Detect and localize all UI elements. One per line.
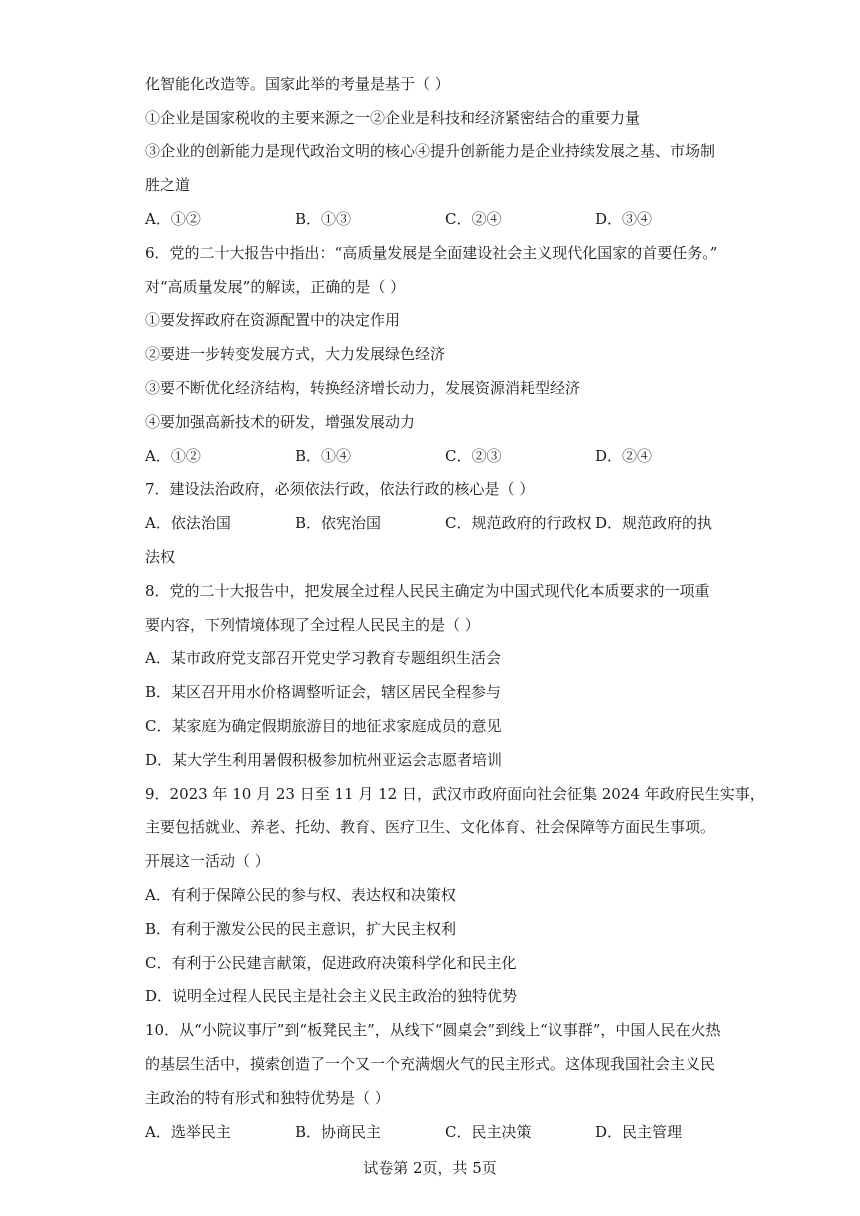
q6-statement-2: ②要进一步转变发展方式，大力发展绿色经济 bbox=[145, 345, 446, 363]
q5-stem-line: 化智能化改造等。国家此举的考量是基于（ ） bbox=[145, 75, 450, 93]
q10-stem-line-3: 主政治的特有形式和独特优势是（ ） bbox=[145, 1089, 390, 1107]
q6-option-b: B．①④ bbox=[295, 447, 352, 465]
q7-stem-line: 7．建设法治政府，必须依法行政，依法行政的核心是（ ） bbox=[145, 480, 535, 498]
q8-option-b: B．某区召开用水价格调整听证会，辖区居民全程参与 bbox=[145, 683, 502, 701]
q8-option-c: C．某家庭为确定假期旅游目的地征求家庭成员的意见 bbox=[145, 717, 502, 735]
q5-option-a: A．①② bbox=[145, 210, 201, 228]
q8-stem-line-1: 8．党的二十大报告中，把发展全过程人民民主确定为中国式现代化本质要求的一项重 bbox=[145, 582, 710, 600]
q6-stem-line-2: 对“高质量发展”的解读，正确的是（ ） bbox=[145, 278, 406, 296]
q10-stem-line-2: 的基层生活中，摸索创造了一个又一个充满烟火气的民主形式。这体现我国社会主义民 bbox=[145, 1055, 716, 1073]
q9-option-d: D．说明全过程人民民主是社会主义民主政治的独特优势 bbox=[145, 987, 518, 1005]
q9-option-b: B．有利于激发公民的民主意识，扩大民主权利 bbox=[145, 920, 457, 938]
q10-option-d: D．民主管理 bbox=[595, 1123, 683, 1141]
q7-option-b: B．依宪治国 bbox=[295, 514, 382, 532]
page-footer: 试卷第 2页，共 5页 bbox=[363, 1159, 497, 1177]
q6-stem-line-1: 6．党的二十大报告中指出：“高质量发展是全面建设社会主义现代化国家的首要任务。” bbox=[145, 244, 718, 262]
q8-option-a: A．某市政府党支部召开党史学习教育专题组织生活会 bbox=[145, 649, 501, 667]
q5-statement-3-4: ③企业的创新能力是现代政治文明的核心④提升创新能力是企业持续发展之基、市场制 bbox=[145, 142, 716, 160]
q7-option-d: D．规范政府的执 bbox=[595, 514, 713, 532]
q7-option-d-wrap: 法权 bbox=[145, 548, 176, 566]
q9-stem-line-3: 开展这一活动（ ） bbox=[145, 852, 270, 870]
q6-option-c: C．②③ bbox=[445, 447, 502, 465]
q10-option-a: A．选举民主 bbox=[145, 1123, 231, 1141]
q7-option-c: C．规范政府的行政权 bbox=[445, 514, 592, 532]
q6-statement-3: ③要不断优化经济结构，转换经济增长动力，发展资源消耗型经济 bbox=[145, 379, 581, 397]
q9-stem-line-2: 主要包括就业、养老、托幼、教育、医疗卫生、文化体育、社会保障等方面民生事项。 bbox=[145, 818, 716, 836]
q6-option-a: A．①② bbox=[145, 447, 201, 465]
q5-option-c: C．②④ bbox=[445, 210, 502, 228]
q6-option-d: D．②④ bbox=[595, 447, 653, 465]
q10-option-b: B．协商民主 bbox=[295, 1123, 382, 1141]
q8-option-d: D．某大学生利用暑假积极参加杭州亚运会志愿者培训 bbox=[145, 751, 503, 769]
q10-option-c: C．民主决策 bbox=[445, 1123, 532, 1141]
q8-stem-line-2: 要内容，下列情境体现了全过程人民民主的是（ ） bbox=[145, 616, 480, 634]
q5-option-d: D．③④ bbox=[595, 210, 653, 228]
q7-option-a: A．依法治国 bbox=[145, 514, 231, 532]
q5-option-b: B．①③ bbox=[295, 210, 352, 228]
q9-stem-line-1: 9．2023 年 10 月 23 日至 11 月 12 日，武汉市政府面向社会征集 2024 年政府民生实事， bbox=[145, 785, 765, 803]
q10-stem-line-1: 10．从“小院议事厅”到“板凳民主”，从线下“圆桌会”到线上“议事群”，中国人民在火热 bbox=[145, 1021, 721, 1039]
q5-statement-3-4-wrap: 胜之道 bbox=[145, 176, 191, 194]
q5-statement-1-2: ①企业是国家税收的主要来源之一②企业是科技和经济紧密结合的重要力量 bbox=[145, 109, 641, 127]
q6-statement-1: ①要发挥政府在资源配置中的决定作用 bbox=[145, 311, 401, 329]
q6-statement-4: ④要加强高新技术的研发，增强发展动力 bbox=[145, 413, 416, 431]
q9-option-c: C．有利于公民建言献策，促进政府决策科学化和民主化 bbox=[145, 954, 517, 972]
q9-option-a: A．有利于保障公民的参与权、表达权和决策权 bbox=[145, 886, 456, 904]
